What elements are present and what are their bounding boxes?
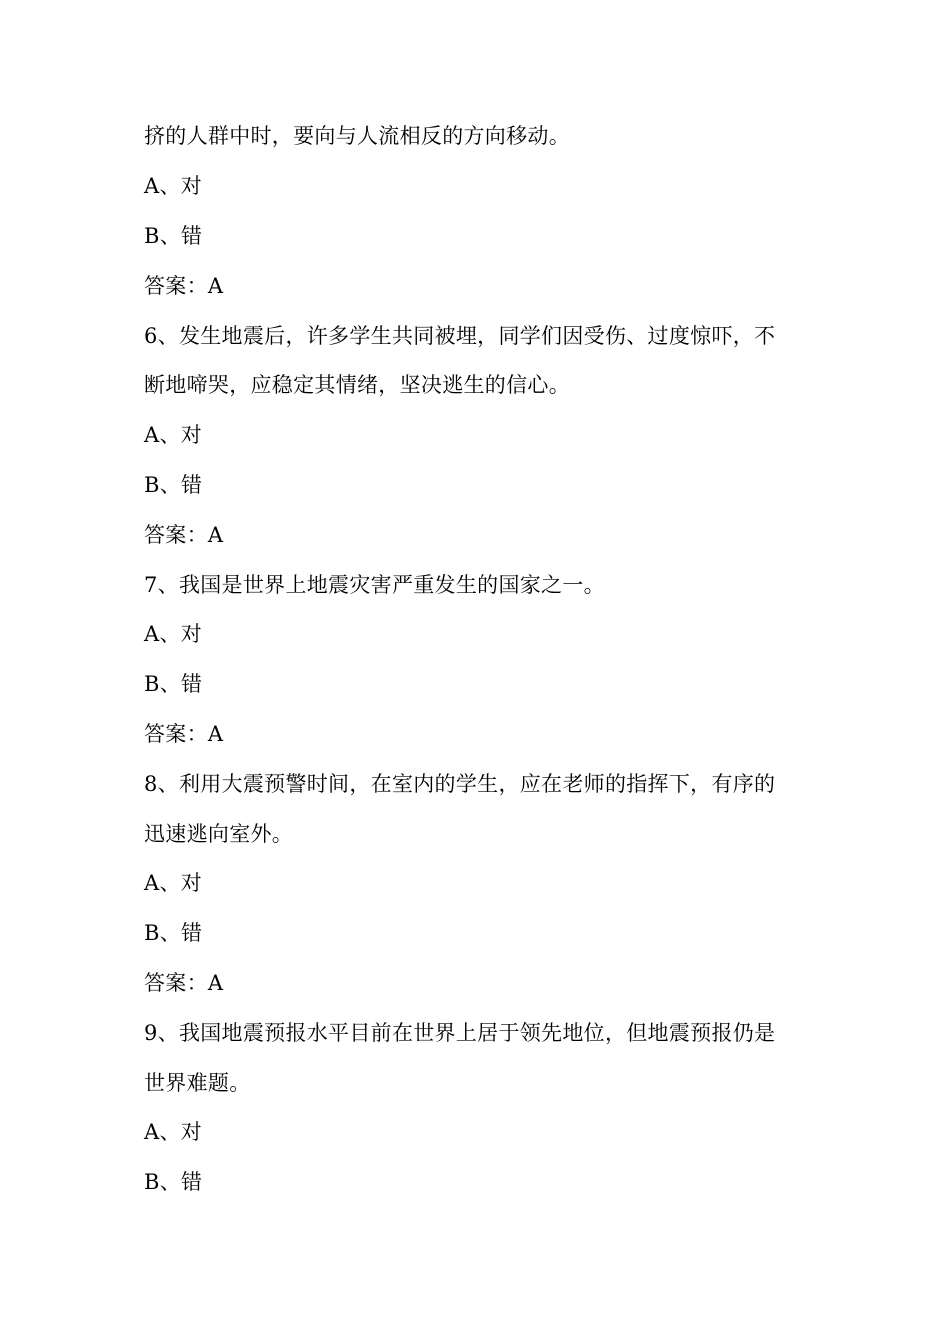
question-6-text-line-2: 断地啼哭，应稳定其情绪，坚决逃生的信心。 (144, 373, 570, 397)
question-7-option-a: A、对 (144, 622, 203, 646)
question-8-answer: 答案：A (144, 971, 224, 995)
question-9-text-line-2: 世界难题。 (144, 1071, 251, 1095)
question-6-option-b: B、错 (144, 473, 203, 497)
question-9-option-a: A、对 (144, 1120, 203, 1144)
question-5-option-b: B、错 (144, 224, 203, 248)
question-6-text-line-1: 6、发生地震后，许多学生共同被埋，同学们因受伤、过度惊吓，不 (144, 324, 776, 348)
question-8-text-line-1: 8、利用大震预警时间，在室内的学生，应在老师的指挥下，有序的 (144, 772, 776, 796)
question-7-text: 7、我国是世界上地震灾害严重发生的国家之一。 (144, 573, 605, 597)
question-8-option-b: B、错 (144, 921, 203, 945)
question-5-option-a: A、对 (144, 174, 203, 198)
question-7-option-b: B、错 (144, 672, 203, 696)
question-7-answer: 答案：A (144, 722, 224, 746)
question-9-text-line-1: 9、我国地震预报水平目前在世界上居于领先地位，但地震预报仍是 (144, 1021, 776, 1045)
question-9-option-b: B、错 (144, 1170, 203, 1194)
question-5-text-continued: 挤的人群中时，要向与人流相反的方向移动。 (144, 124, 570, 148)
question-8-text-line-2: 迅速逃向室外。 (144, 822, 294, 846)
question-6-option-a: A、对 (144, 423, 203, 447)
question-5-answer: 答案：A (144, 274, 224, 298)
question-8-option-a: A、对 (144, 871, 203, 895)
question-6-answer: 答案：A (144, 523, 224, 547)
